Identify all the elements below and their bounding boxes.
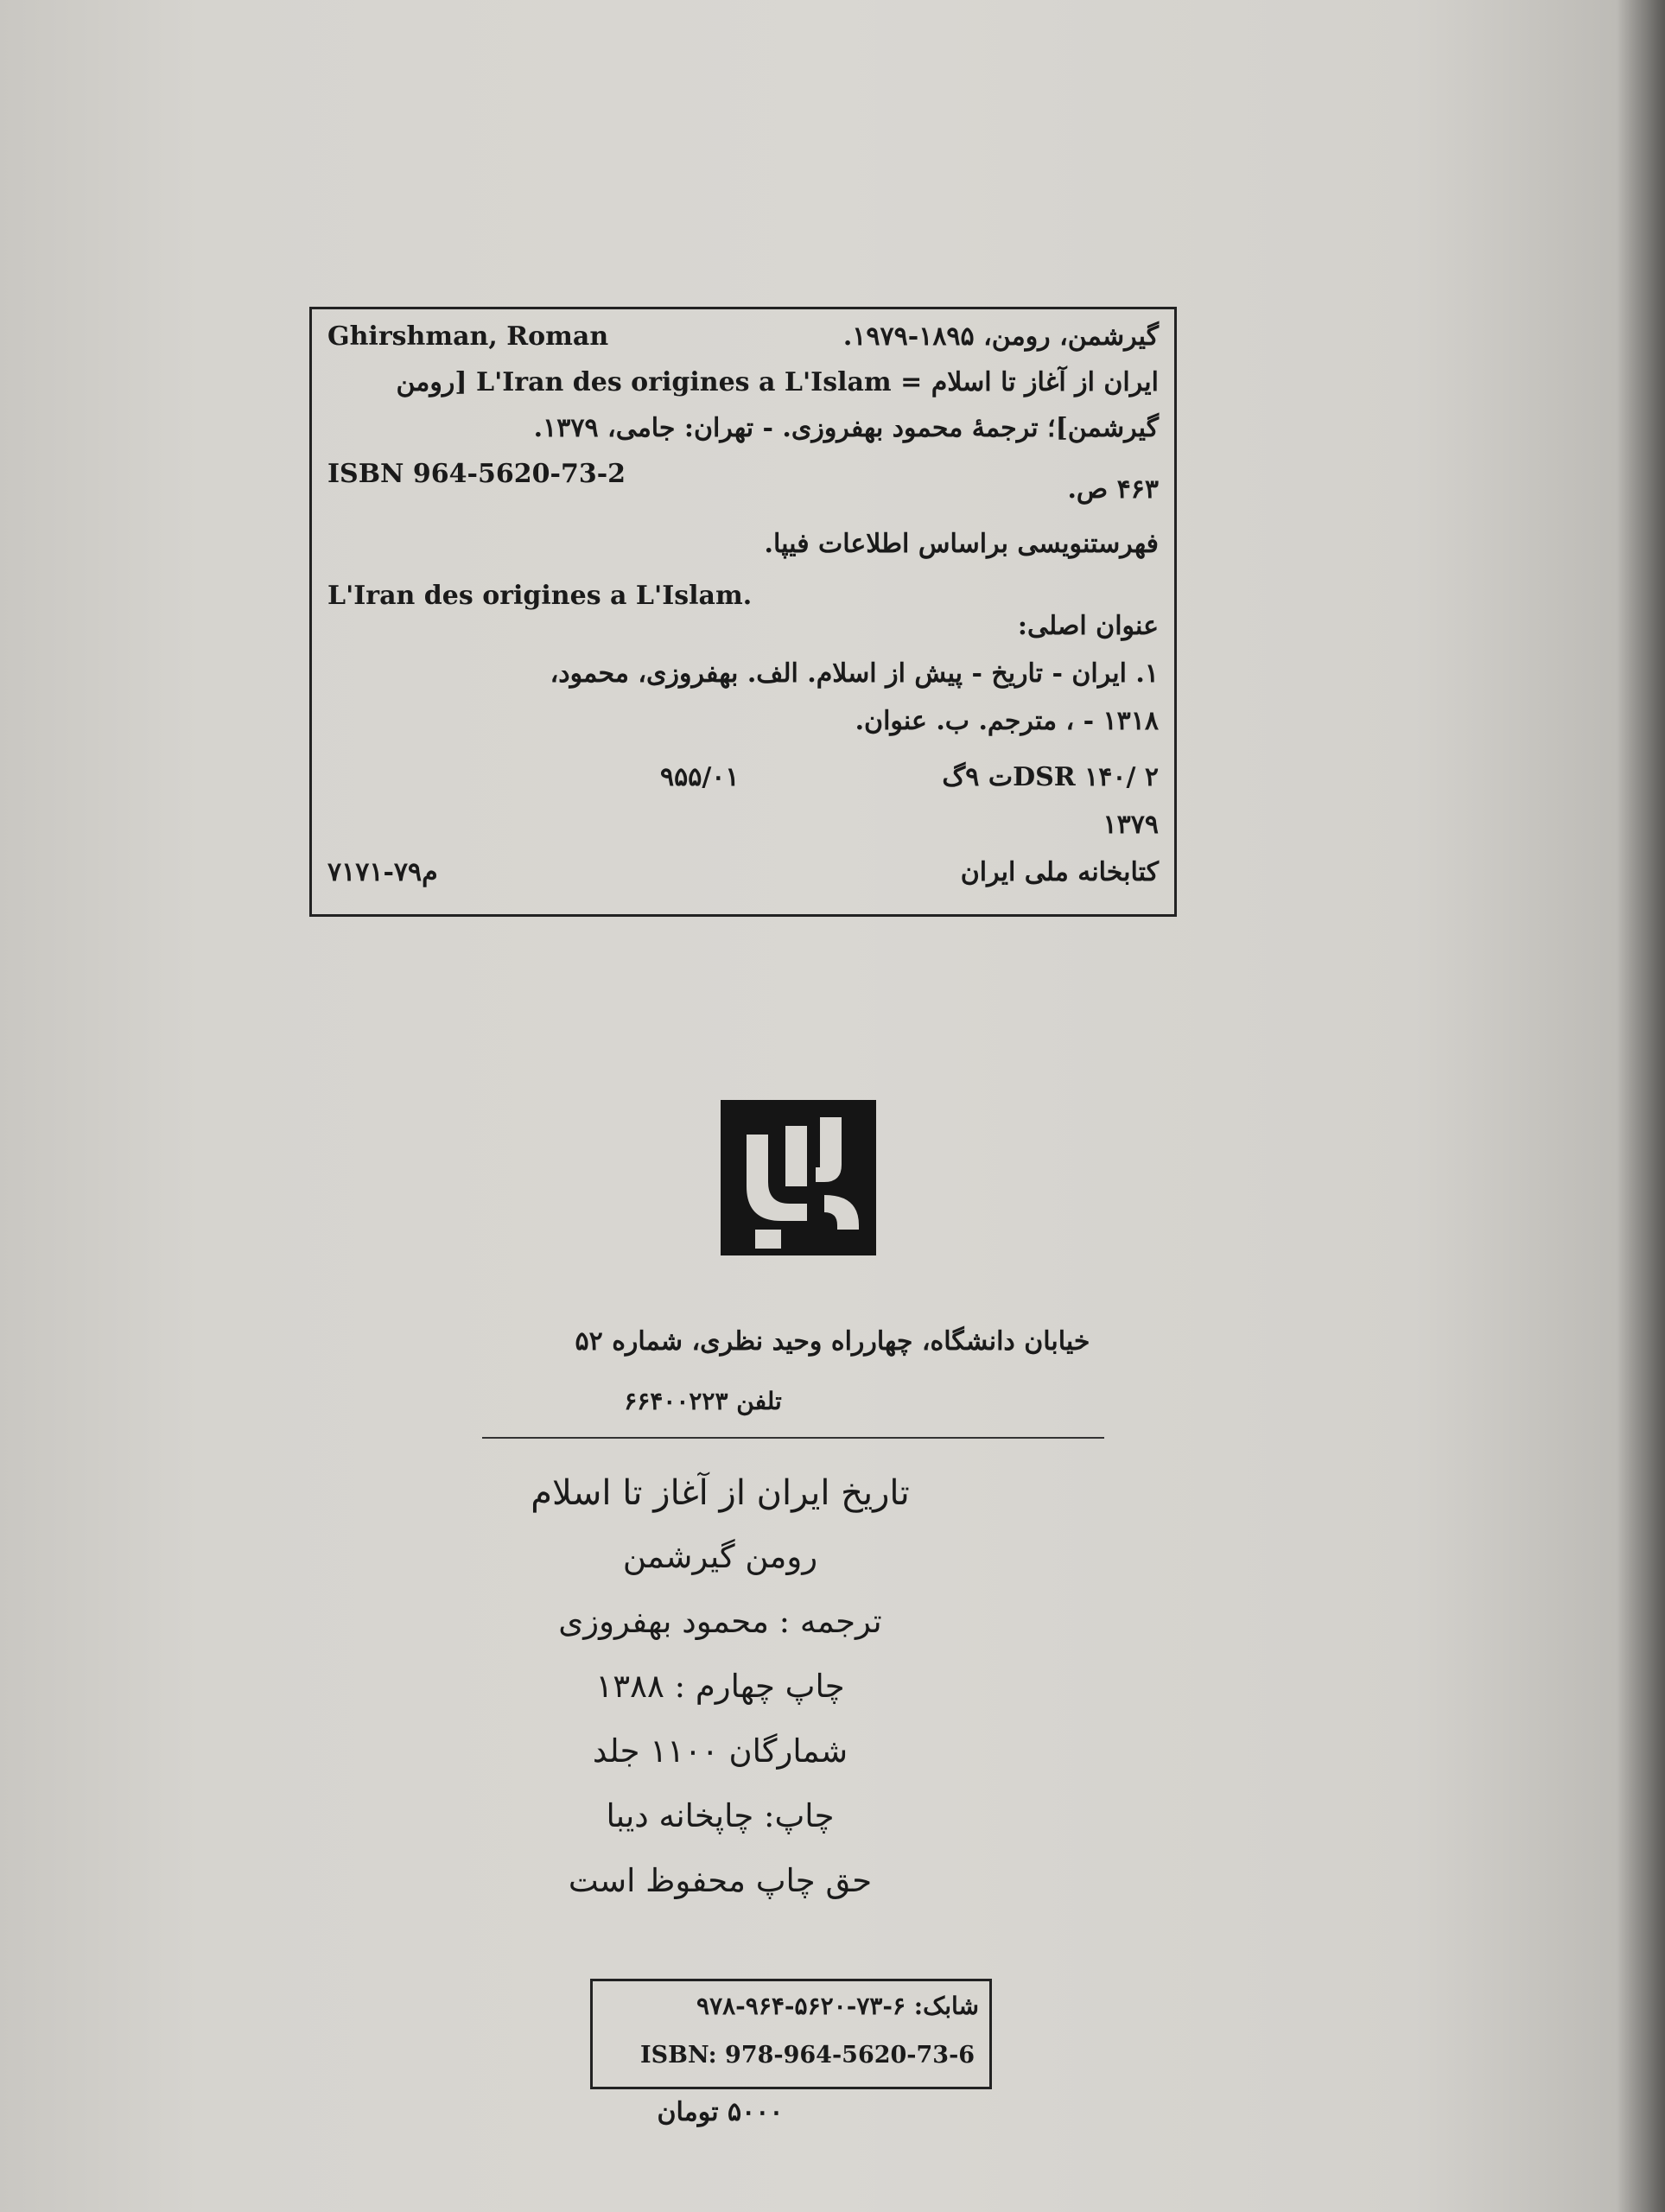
catalog-subject-line1: ۱. ایران - تاریخ - پیش از اسلام. الف. بهفروزی، محمود،: [550, 658, 1159, 689]
catalog-fipa-note: فهرستنویسی براساس اطلاعات فیپا.: [764, 529, 1159, 559]
book-translator: ترجمه : محمود بهفروزی: [558, 1603, 882, 1640]
catalog-record-box: [309, 307, 1177, 917]
isbn-13: ISBN: 978-964-5620-73-6: [640, 2042, 975, 2069]
book-printer: چاپ: چاپخانه دیبا: [606, 1797, 835, 1834]
catalog-subject-line2: ۱۳۱۸ - ، مترجم. ب. عنوان.: [855, 706, 1159, 736]
catalog-year: ۱۳۷۹: [1103, 810, 1159, 840]
catalog-isbn: ISBN 964-5620-73-2: [327, 459, 626, 489]
publisher-logo-icon: [721, 1100, 876, 1255]
page-edge-shadow: [1617, 0, 1665, 2212]
publisher-phone: تلفن ۶۶۴۰۰۲۲۳: [624, 1387, 782, 1415]
lc-class: DSR ۱۴۰/ ۲ت ۹گ: [942, 762, 1159, 792]
author-english: Ghirshman, Roman: [327, 321, 609, 352]
original-title-english: L'Iran des origines a L'Islam.: [327, 581, 753, 611]
catalog-title-line1: ایران از آغاز تا اسلام = L'Iran des origines a L'Islam [رومن: [396, 367, 1159, 397]
catalog-pages: ۴۶۳ ص.: [1067, 474, 1159, 505]
catalog-title-line2: گیرشمن]؛ ترجمهٔ محمود بهفروزی. - تهران: جامی، ۱۳۷۹.: [533, 413, 1159, 443]
publisher-address: خیابان دانشگاه، چهارراه وحید نظری، شماره ۵۲: [575, 1326, 1090, 1357]
book-edition: چاپ چهارم : ۱۳۸۸: [595, 1668, 845, 1705]
shabak-number: شابک: ۶-۷۳-۵۶۲۰-۹۶۴-۹۷۸: [696, 1992, 979, 2020]
author-persian: گیرشمن، رومن، ۱۸۹۵-۱۹۷۹.: [842, 321, 1159, 352]
book-price: ۵۰۰۰ تومان: [657, 2097, 784, 2127]
book-title: تاریخ ایران از آغاز تا اسلام: [531, 1473, 910, 1513]
book-print-run: شمارگان ۱۱۰۰ جلد: [592, 1732, 848, 1770]
original-title-label: عنوان اصلی:: [1017, 611, 1159, 641]
library-name: کتابخانه ملی ایران: [960, 857, 1159, 887]
isbn-box: [590, 1979, 992, 2089]
section-divider: [482, 1437, 1104, 1439]
dewey-class: ۹۵۵/۰۱: [660, 762, 740, 792]
book-author: رومن گیرشمن: [622, 1538, 818, 1575]
book-rights: حق چاپ محفوظ است: [568, 1862, 873, 1899]
library-number: م۷۹-۷۱۷۱: [327, 857, 438, 887]
